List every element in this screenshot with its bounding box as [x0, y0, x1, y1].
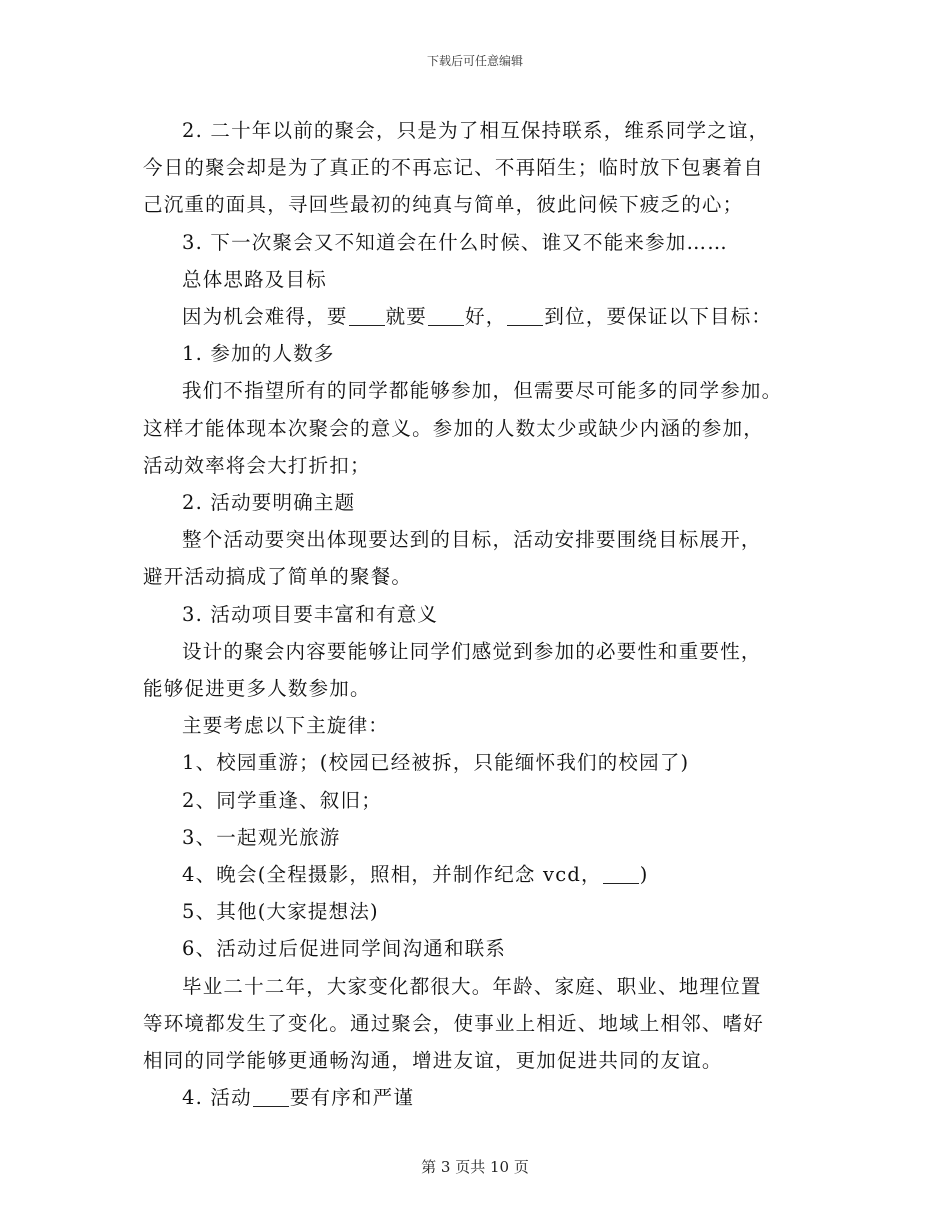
text-line: 1、校园重游；(校园已经被拆，只能缅怀我们的校园了) — [182, 751, 690, 775]
text-line: 相同的同学能够更通畅沟通，增进友谊，更加促进共同的友谊。 — [143, 1049, 723, 1073]
page-footer: 第 3 页共 10 页 — [421, 1158, 529, 1176]
text-line: 6、活动过后促进同学间沟通和联系 — [182, 937, 507, 961]
paragraph — [143, 968, 823, 1080]
document-body — [143, 112, 823, 1116]
paragraph — [143, 633, 823, 707]
text-line: 整个活动要突出体现要达到的目标，活动安排要围绕目标展开， — [182, 528, 762, 552]
text-line: 5、其他(大家提想法) — [182, 900, 379, 924]
paragraph — [143, 521, 823, 595]
paragraph — [143, 707, 823, 744]
paragraph — [143, 819, 823, 856]
paragraph — [143, 335, 823, 372]
paragraph — [143, 372, 823, 484]
text-line: 设计的聚会内容要能够让同学们感觉到参加的必要性和重要性， — [182, 639, 762, 663]
text-line: 3、一起观光旅游 — [182, 825, 341, 849]
text-line: 4、晚会(全程摄影，照相，并制作纪念 vcd， ) — [182, 863, 649, 887]
paragraph — [143, 224, 823, 261]
text-line: 今日的聚会却是为了真正的不再忘记、不再陌生；临时放下包裹着自 — [143, 156, 765, 180]
text-line: 4. 活动 要有序和严谨 — [182, 1086, 415, 1110]
text-line: 主要考虑以下主旋律： — [182, 714, 390, 738]
text-line: 因为机会难得，要 就要 好， 到位，要保证以下目标： — [182, 305, 773, 329]
paragraph — [143, 1079, 823, 1116]
paragraph — [143, 782, 823, 819]
fill-in-blank — [349, 306, 385, 327]
page-header: 下载后可任意编辑 — [426, 54, 523, 68]
text-line: 3. 活动项目要丰富和有意义 — [182, 602, 439, 626]
text-line: 活动效率将会大打折扣； — [143, 453, 371, 477]
text-line: 能够促进更多人数参加。 — [143, 677, 371, 701]
fill-in-blank — [507, 306, 543, 327]
text-line: 我们不指望所有的同学都能够参加，但需要尽可能多的同学参加。 — [182, 379, 783, 403]
fill-in-blank — [603, 864, 639, 885]
paragraph — [143, 261, 823, 298]
paragraph — [143, 298, 823, 335]
paragraph — [143, 856, 823, 893]
text-line: 这样才能体现本次聚会的意义。参加的人数太少或缺少内涵的参加， — [143, 416, 765, 440]
paragraph — [143, 744, 823, 781]
text-line: 2. 二十年以前的聚会，只是为了相互保持联系，维系同学之谊， — [182, 119, 770, 142]
text-line: 毕业二十二年，大家变化都很大。年龄、家庭、职业、地理位置 — [182, 974, 762, 998]
paragraph — [143, 484, 823, 521]
paragraph — [143, 893, 823, 930]
text-line: 等环境都发生了变化。通过聚会，使事业上相近、地域上相邻、嗜好 — [143, 1011, 765, 1035]
paragraph — [143, 112, 823, 224]
text-line: 总体思路及目标 — [182, 267, 327, 291]
fill-in-blank — [253, 1087, 289, 1108]
text-line: 避开活动搞成了简单的聚餐。 — [143, 565, 413, 589]
text-line: 2. 活动要明确主题 — [182, 491, 356, 515]
paragraph — [143, 930, 823, 967]
text-line: 2、同学重逢、叙旧； — [182, 788, 382, 812]
text-line: 3. 下一次聚会又不知道会在什么时候、谁又不能来参加…… — [182, 230, 728, 254]
text-line: 己沉重的面具，寻回些最初的纯真与简单，彼此问候下疲乏的心； — [143, 193, 744, 217]
text-line: 1. 参加的人数多 — [182, 342, 335, 366]
fill-in-blank — [428, 306, 464, 327]
paragraph — [143, 596, 823, 633]
